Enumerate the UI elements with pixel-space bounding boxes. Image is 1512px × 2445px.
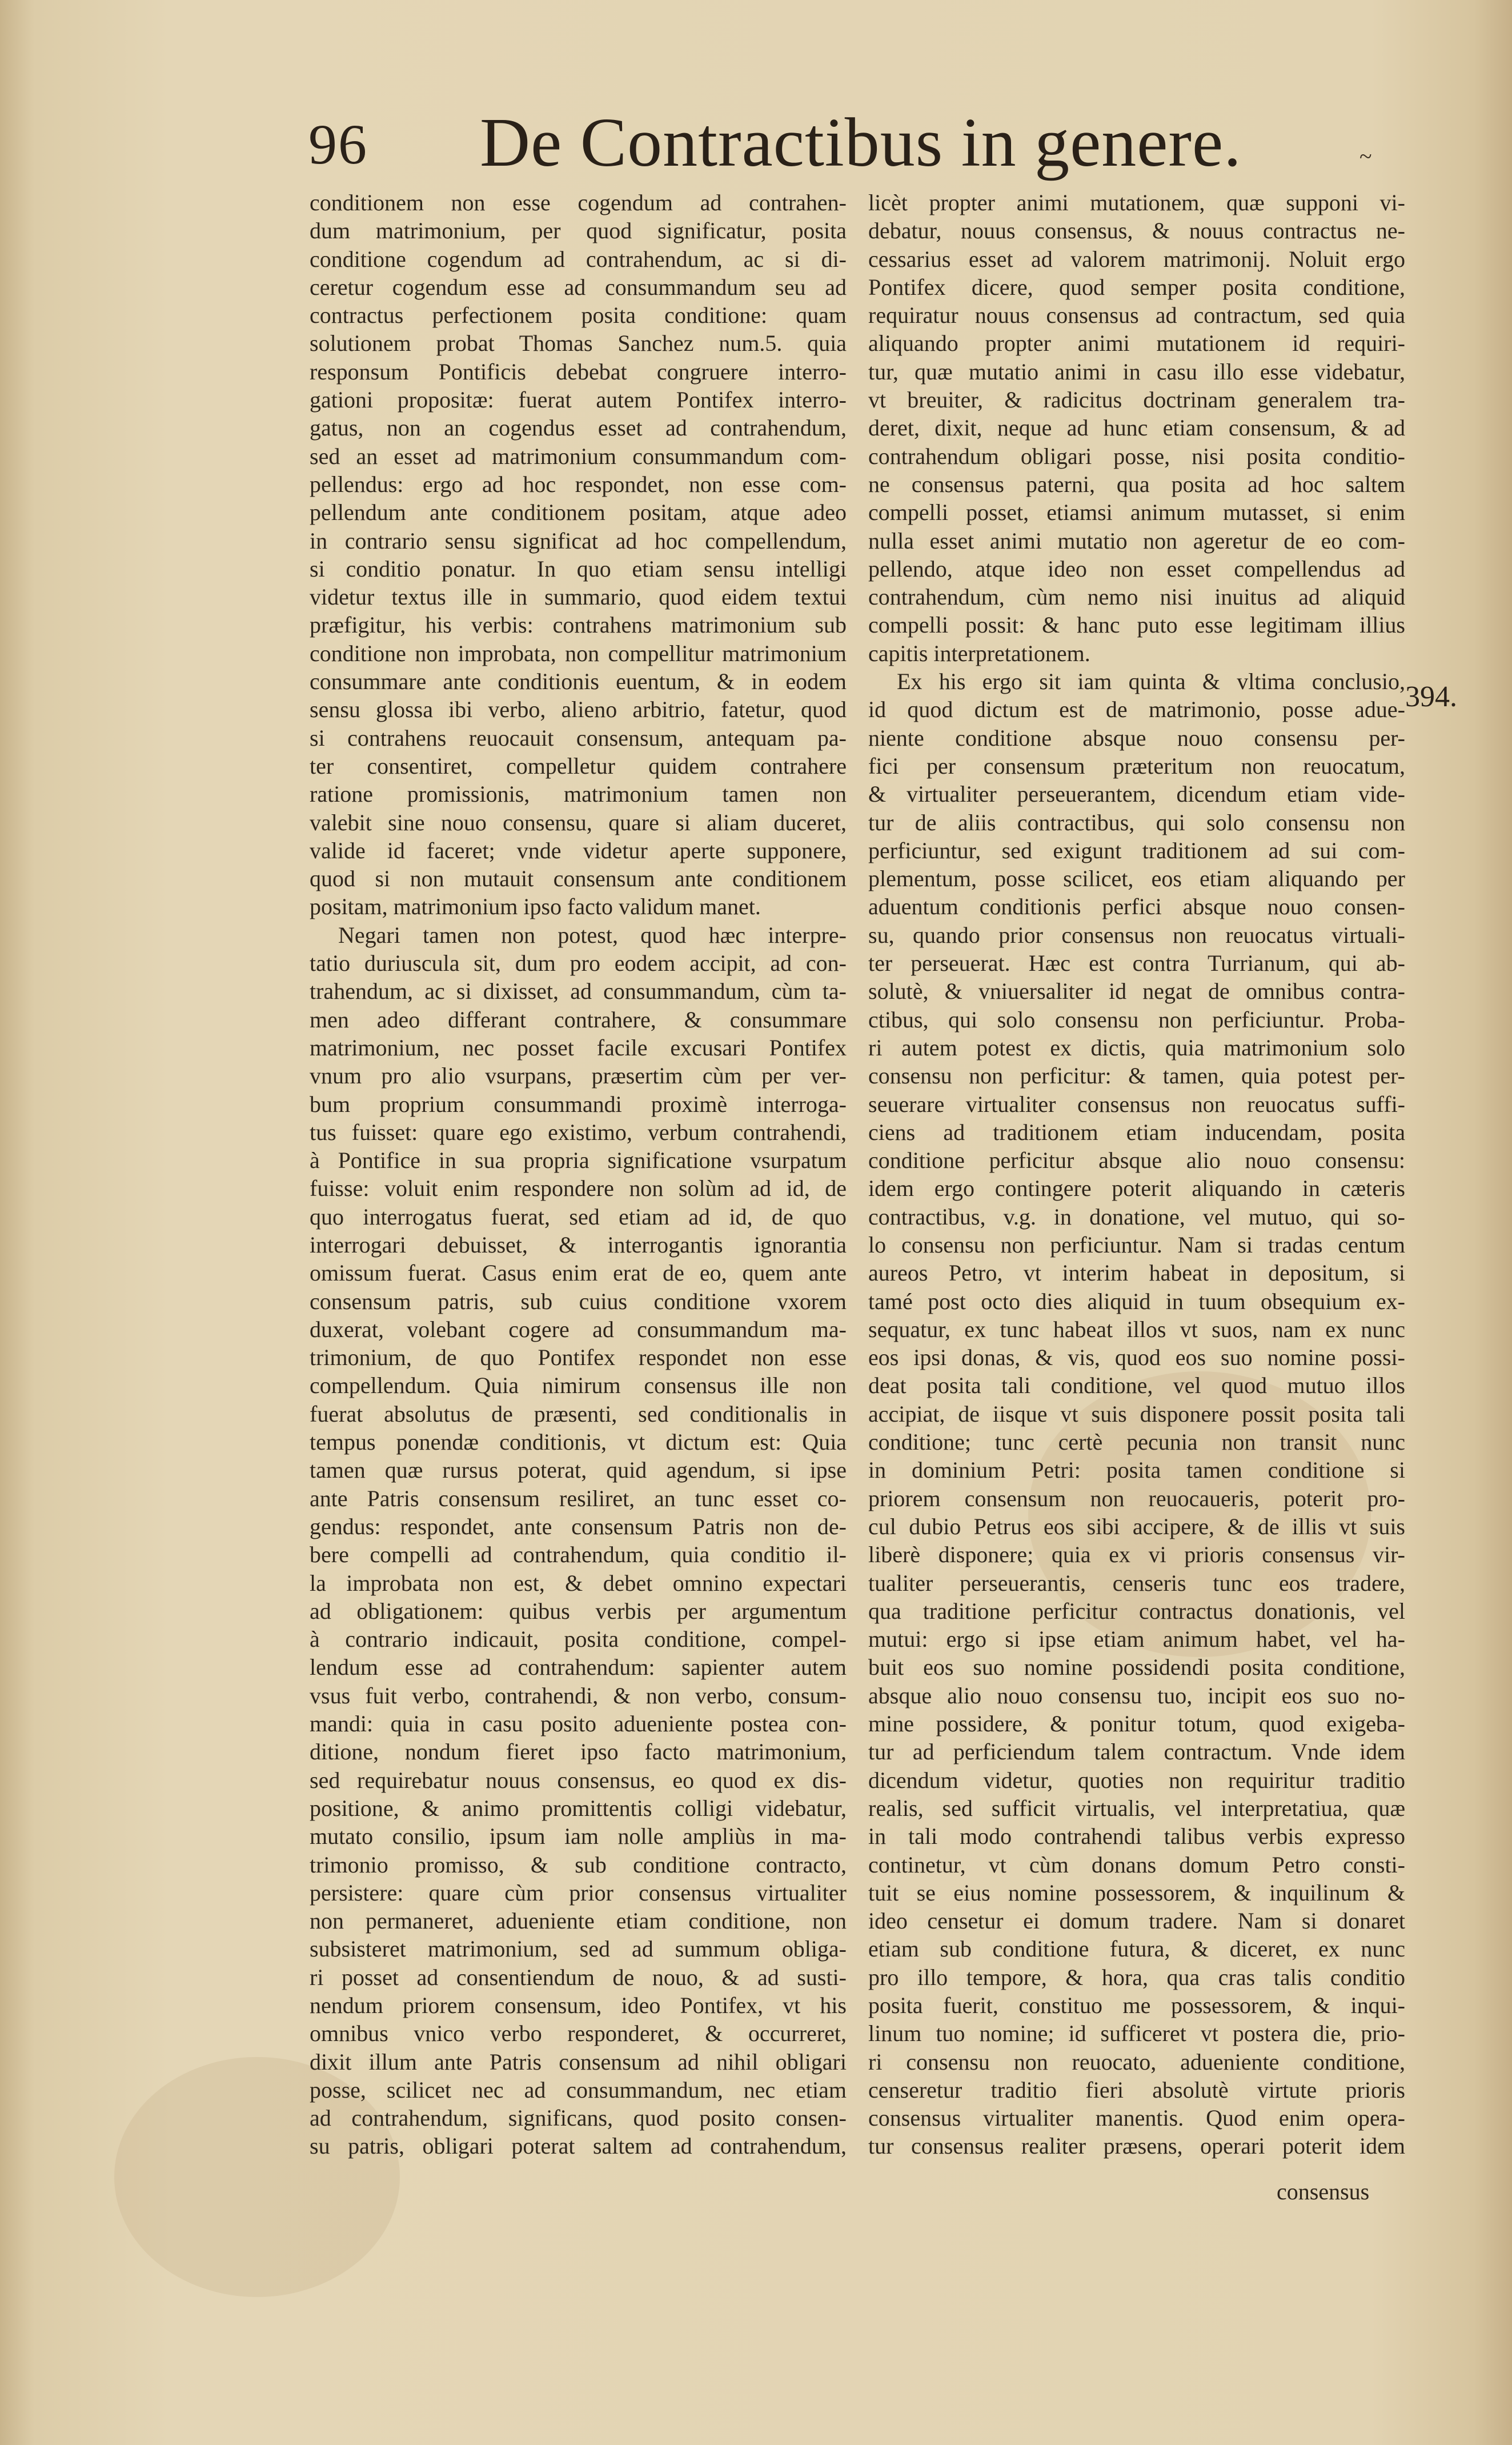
text-line: tuit se eius nomine possessorem, & inquilinum & [868, 1879, 1405, 1906]
text-line: consensum patris, sub cuius conditione vxorem [310, 1288, 847, 1314]
text-line: tur de aliis contractibus, qui solo consensu non [868, 809, 1405, 835]
text-line: Negari tamen non potest, quod hæc interpre- [338, 922, 847, 948]
text-line: pellendum ante conditionem positam, atque adeo [310, 499, 847, 526]
text-line: matrimonium, nec posset facile excusari Pontifex [310, 1034, 847, 1061]
text-line: lendum esse ad contrahendum: sapienter autem [310, 1654, 847, 1680]
text-line: ter consentiret, compelletur quidem contrahere [310, 753, 847, 779]
text-line: interrogari debuisset, & interrogantis ignorantia [310, 1231, 847, 1258]
text-line: tamé post octo dies aliquid in tuum obsequium ex- [868, 1288, 1405, 1314]
text-line: positione, & animo promittentis colligi videbatur, [310, 1795, 847, 1821]
text-line: perficiuntur, sed exigunt traditionem ad sui com- [868, 837, 1405, 863]
text-line: dum matrimonium, per quod significatur, posita [310, 218, 847, 244]
text-line: la improbata non est, & debet omnino expectari [310, 1570, 847, 1596]
text-line: si contrahens reuocauit consensum, antequam pa- [310, 725, 847, 751]
text-line: su patris, obligari poterat saltem ad contrahendum, [310, 2133, 847, 2159]
text-line: posita fuerit, constituo me possessorem, & inqui- [868, 1992, 1405, 2018]
text-line: mandi: quia in casu posito adueniente postea con- [310, 1711, 847, 1737]
text-line: lo consensu non perficiuntur. Nam si tradas centum [868, 1231, 1405, 1258]
text-line: tus fuisset: quare ego existimo, verbum contrahendi, [310, 1119, 847, 1145]
text-line: duxerat, volebant cogere ad consummandum ma- [310, 1316, 847, 1342]
text-line: censeretur traditio fieri absolutè virtute prioris [868, 2076, 1405, 2103]
text-line: sed an esset ad matrimonium consummandum com- [310, 443, 847, 469]
text-line: capitis interpretationem. [868, 640, 1090, 666]
text-line: tualiter perseuerantis, censeris tunc eos tradere, [868, 1570, 1405, 1596]
text-line: idem ergo contingere poterit aliquando in cæteris [868, 1175, 1405, 1202]
text-line: licèt propter animi mutationem, quæ supponi vi- [868, 190, 1405, 215]
text-line: trimonio promisso, & sub conditione contracto, [310, 1851, 847, 1878]
text-line: eos ipsi donas, & vis, quod eos suo nomine possi- [868, 1344, 1405, 1371]
text-line: ne consensus paterni, qua posita ad hoc saltem [868, 471, 1405, 497]
text-line: solutè, & vniuersaliter id negat de omnibus contra- [868, 978, 1405, 1005]
text-line: consensus virtualiter manentis. Quod enim opera- [868, 2105, 1405, 2131]
left-text-column [310, 189, 847, 2160]
text-line: solutionem probat Thomas Sanchez num.5. quia [310, 330, 847, 357]
text-line: si conditio ponatur. In quo etiam sensu intelligi [310, 555, 847, 582]
text-line: trimonium, de quo Pontifex respondet non esse [310, 1344, 847, 1371]
text-line: accipiat, de iisque vt suis disponere possit posita tali [868, 1400, 1405, 1427]
text-line: buit eos suo nomine possidendi posita conditione, [868, 1654, 1405, 1680]
text-line: men adeo differant contrahere, & consummare [310, 1006, 847, 1033]
text-line: dicendum videtur, quoties non requiritur traditio [868, 1767, 1405, 1793]
text-line: nendum priorem consensum, ideo Pontifex, vt his [310, 1992, 847, 2018]
text-line: niente conditione absque nouo consensu per- [868, 725, 1405, 751]
text-line: quod si non mutauit consensum ante conditionem [310, 866, 847, 892]
text-line: conditione non improbata, non compellitur matrimonium [310, 640, 847, 666]
text-line: su, quando prior consensus non reuocatus virtuali- [868, 922, 1405, 948]
text-line: Pontifex dicere, quod semper posita conditione, [868, 274, 1405, 300]
text-line: vt breuiter, & radicitus doctrinam generalem tra- [868, 387, 1405, 413]
text-line: contractibus, v.g. in donatione, vel mutuo, qui so- [868, 1203, 1405, 1230]
text-line: positam, matrimonium ipso facto validum manet. [310, 894, 761, 920]
text-line: ri autem potest ex dictis, quia matrimonium solo [868, 1034, 1405, 1061]
text-line: mutato consilio, ipsum iam nolle ampliùs in ma- [310, 1823, 847, 1850]
text-line: ad obligationem: quibus verbis per argumentum [310, 1598, 847, 1624]
text-line: conditione perficitur absque alio nouo consensu: [868, 1147, 1405, 1174]
text-line: absque alio nouo consensu tuo, incipit eos suo no- [868, 1682, 1405, 1708]
text-line: ante Patris consensum resiliret, an tunc esset co- [310, 1485, 847, 1511]
text-line: ciens ad traditionem etiam inducendam, posita [868, 1119, 1405, 1145]
text-line: ideo censetur ei domum tradere. Nam si donaret [868, 1908, 1405, 1934]
text-line: conditione cogendum ad contrahendum, ac si di- [310, 246, 847, 272]
text-line: pellendus: ergo ad hoc respondet, non esse com- [310, 471, 847, 497]
text-line: non permaneret, adueniente etiam conditione, non [310, 1908, 847, 1934]
text-line: compelli posset, etiamsi animum mutasset, si enim [868, 499, 1405, 526]
text-line: qua traditione perficitur contractus donationis, vel [868, 1598, 1405, 1624]
text-line: præfigitur, his verbis: contrahens matrimonium sub [310, 612, 847, 638]
text-line: id quod dictum est de matrimonio, posse adue- [868, 697, 1405, 723]
text-line: conditione; tunc certè pecunia non transit nunc [868, 1429, 1405, 1455]
text-line: pro illo tempore, & hora, qua cras talis conditio [868, 1964, 1405, 1990]
text-line: videtur textus ille in summario, quod eidem textui [310, 584, 847, 610]
text-line: gendus: respondet, ante consensum Patris non de- [310, 1513, 847, 1539]
text-line: continetur, vt cùm donans domum Petro consti- [868, 1851, 1405, 1878]
text-line: fici per consensum præteritum non reuocatum, [868, 753, 1405, 779]
text-line: dixit illum ante Patris consensum ad nihil obligari [310, 2048, 847, 2075]
text-line: fuisse: voluit enim respondere non solùm ad id, de [310, 1175, 847, 1202]
text-line: debatur, nouus consensus, & nouus contractus ne- [868, 218, 1405, 244]
text-line: tur, quæ mutatio animi in casu illo esse videbatur, [868, 358, 1405, 385]
text-line: posse, scilicet nec ad consummandum, nec etiam [310, 2076, 847, 2103]
text-line: persistere: quare cùm prior consensus virtualiter [310, 1879, 847, 1906]
text-line: consummare ante conditionis euentum, & in eodem [310, 669, 847, 695]
text-line: requiratur nouus consensus ad contractum, sed quia [868, 302, 1405, 329]
text-line: ad contrahendum, significans, quod posito consen- [310, 2105, 847, 2131]
text-line: à contrario indicauit, posita conditione, compel- [310, 1626, 847, 1652]
text-line: mine possidere, & ponitur totum, quod exigeba- [868, 1711, 1405, 1737]
text-line: trahendum, ac si dixisset, ad consummandum, cùm ta- [310, 978, 847, 1005]
text-line: quo interrogatus fuerat, sed etiam ad id, de quo [310, 1203, 847, 1230]
text-line: gationi propositæ: fuerat autem Pontifex interro- [310, 387, 847, 413]
text-line: tur consensus realiter præsens, operari poterit idem [868, 2133, 1405, 2159]
text-line: pellendo, atque ideo non esset compellendus ad [868, 555, 1405, 582]
text-line: valebit sine nouo consensu, quare si aliam duceret, [310, 809, 847, 835]
text-line: cessarius esset ad valorem matrimonij. Noluit ergo [868, 246, 1405, 272]
text-line: cul dubio Petrus eos sibi accipere, & de illis vt suis [868, 1513, 1405, 1539]
text-line: in dominium Petri: posita tamen conditione si [868, 1457, 1405, 1483]
text-line: omissum fuerat. Casus enim erat de eo, quem ante [310, 1260, 847, 1286]
text-line: plementum, posse scilicet, eos etiam aliquando per [868, 866, 1405, 892]
text-line: omnibus vnico verbo responderet, & occurreret, [310, 2020, 847, 2047]
text-line: in tali modo contrahendi talibus verbis expresso [868, 1823, 1405, 1850]
text-line: in contrario sensu significat ad hoc compellendum, [310, 527, 847, 554]
text-line: ceretur cogendum esse ad consummandum seu ad [310, 274, 847, 300]
text-line: fuerat absolutus de præsenti, sed conditionalis in [310, 1400, 847, 1427]
text-line: sensu glossa ibi verbo, alieno arbitrio, fatetur, quod [310, 697, 847, 723]
text-line: vsus fuit verbo, contrahendi, & non verbo, consum- [310, 1682, 847, 1708]
text-line: aureos Petro, vt interim habeat in depositum, si [868, 1260, 1405, 1286]
text-line: tamen quæ rursus poterat, quid agendum, si ipse [310, 1457, 847, 1483]
text-line: ri consensu non reuocato, adueniente conditione, [868, 2048, 1405, 2075]
right-text-column [868, 189, 1405, 2160]
text-line: tatio duriuscula sit, dum pro eodem accipit, ad con- [310, 950, 847, 977]
running-head-title: De Contractibus in genere. [480, 104, 1242, 181]
text-line: aliquando propter animi mutationem id requiri- [868, 330, 1405, 357]
text-line: liberè disponere; quia ex vi prioris consensus vir- [868, 1542, 1405, 1568]
text-line: & virtualiter perseuerantem, dicendum etiam vide- [868, 781, 1405, 807]
text-line: responsum Pontificis debebat congruere interro- [310, 358, 847, 385]
text-line: deat posita tali conditione, vel quod mutuo illos [868, 1372, 1405, 1399]
text-line: tur ad perficiendum talem contractum. Vnde idem [868, 1739, 1405, 1765]
text-line: contrahendum obligari posse, nisi posita conditio- [868, 443, 1405, 469]
text-line: à Pontifice in sua propria significatione vsurpatum [310, 1147, 847, 1174]
text-line: sed requirebatur nouus consensus, eo quod ex dis- [310, 1767, 847, 1793]
text-line: ditione, nondum fieret ipso facto matrimonium, [310, 1739, 847, 1765]
text-line: mutui: ergo si ipse etiam animum habet, vel ha- [868, 1626, 1405, 1652]
page-number: 96 [308, 113, 368, 176]
text-line: priorem consensum non reuocaueris, poterit pro- [868, 1485, 1405, 1511]
text-line: subsisteret matrimonium, sed ad summum obliga- [310, 1936, 847, 1962]
text-line: Ex his ergo sit iam quinta & vltima conclusio, [897, 669, 1405, 695]
text-line: contractus perfectionem posita conditione: quam [310, 302, 847, 329]
text-line: ri posset ad consentiendum de nouo, & ad susti- [310, 1964, 847, 1990]
text-line: deret, dixit, neque ad hunc etiam consensum, & ad [868, 415, 1405, 441]
running-head-mark: ~ [1359, 143, 1372, 169]
text-line: realis, sed sufficit virtualis, vel interpretatiua, quæ [868, 1795, 1405, 1821]
text-line: vnum pro alio vsurpans, præsertim cùm per ver- [310, 1063, 847, 1089]
text-line: seuerare virtualiter consensus non reuocatus suffi- [868, 1091, 1405, 1117]
text-line: bum proprium consummandi proximè interroga- [310, 1091, 847, 1117]
marginal-note-number: 394. [1405, 681, 1457, 713]
text-line: sequatur, ex tunc habeat illos vt suos, nam ex nunc [868, 1316, 1405, 1342]
text-line: ter perseuerat. Hæc est contra Turrianum, qui ab- [868, 950, 1405, 977]
text-line: compellendum. Quia nimirum consensus ille non [310, 1372, 847, 1399]
text-line: linum tuo nomine; id sufficeret vt postera die, prio- [868, 2020, 1405, 2047]
text-line: ctibus, qui solo consensu non perficiuntur. Proba- [868, 1006, 1405, 1033]
text-line: consensu non perficitur: & tamen, quia potest per- [868, 1063, 1405, 1089]
text-line: contrahendum, cùm nemo nisi inuitus ad aliquid [868, 584, 1405, 610]
text-line: ratione promissionis, matrimonium tamen non [310, 781, 847, 807]
catchword: consensus [1277, 2179, 1370, 2204]
text-line: etiam sub conditione futura, & diceret, ex nunc [868, 1936, 1405, 1962]
text-line: conditionem non esse cogendum ad contrahen- [310, 190, 847, 215]
text-line: bere compelli ad contrahendum, quia conditio il- [310, 1542, 847, 1568]
text-line: nulla esset animi mutatio non ageretur de eo com- [868, 527, 1405, 554]
text-line: gatus, non an cogendus esset ad contrahendum, [310, 415, 847, 441]
text-line: compelli possit: & hanc puto esse legitimam illius [868, 612, 1405, 638]
text-line: tempus ponendæ conditionis, vt dictum est: Quia [310, 1429, 847, 1455]
text-line: valide id faceret; vnde videtur aperte supponere, [310, 837, 847, 863]
text-line: aduentum conditionis perfici absque nouo consen- [868, 894, 1405, 920]
